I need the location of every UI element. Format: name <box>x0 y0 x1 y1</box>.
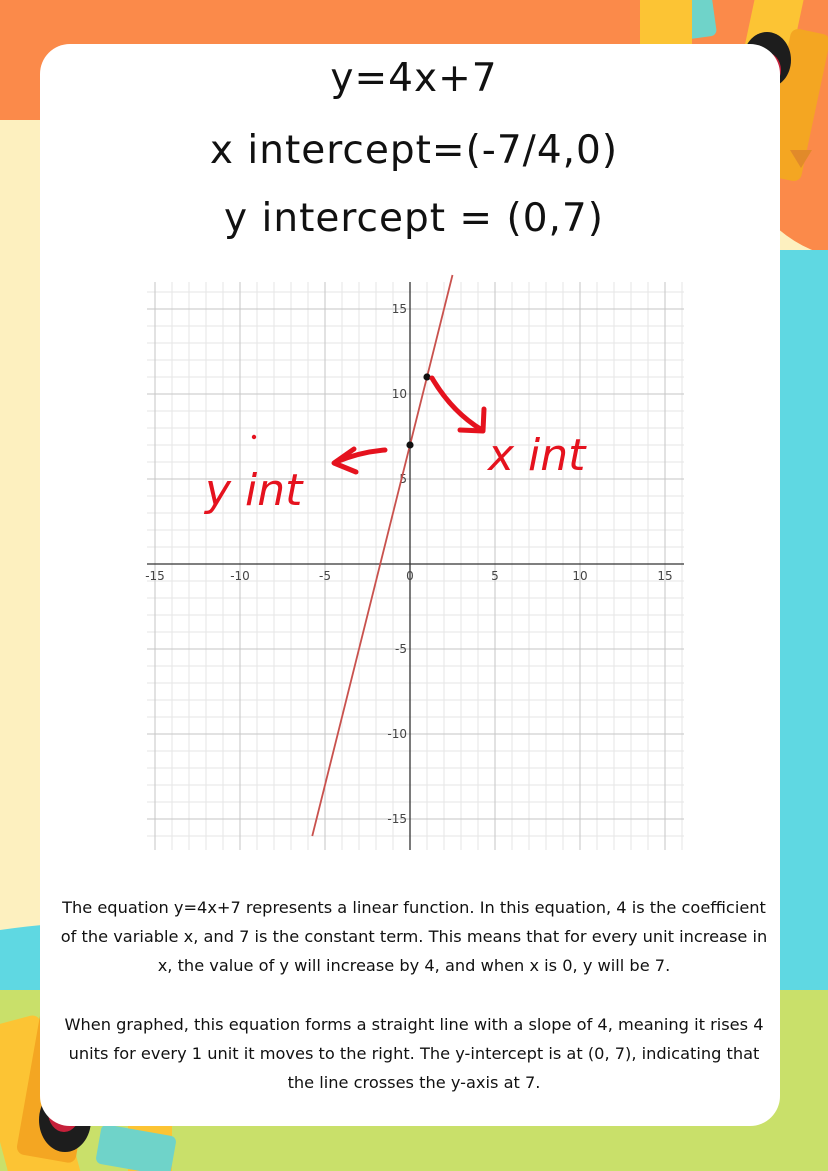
series-line <box>312 275 452 836</box>
y-tick-label: 15 <box>391 302 407 316</box>
paragraph-2-line-1: When graphed, this equation forms a straight line with a slope of 4, meaning it rises 4 <box>64 1015 764 1034</box>
x-int-arrow-shaft <box>432 378 482 430</box>
x-tick-label: 0 <box>406 569 414 583</box>
x-tick-label: -10 <box>230 569 250 583</box>
y-tick-label: 5 <box>399 472 407 486</box>
y-intercept-title: y intercept = (0,7) <box>224 196 604 241</box>
equation-title: y=4x+7 <box>330 56 498 101</box>
data-point <box>423 373 430 380</box>
x-tick-label: 5 <box>491 569 499 583</box>
paragraph-1-line-1: The equation y=4x+7 represents a linear function. In this equation, 4 is the coefficient <box>62 898 766 917</box>
paragraph-2 <box>0 1010 828 1097</box>
paragraph-1-line-3: x, the value of y will increase by 4, and when x is 0, y will be 7. <box>157 956 671 975</box>
x-tick-label: 15 <box>657 569 673 583</box>
data-point <box>406 441 413 448</box>
axes <box>147 282 684 850</box>
y-tick-label: -10 <box>387 727 407 741</box>
x-int-annotation: x int <box>488 430 586 481</box>
grid-major <box>147 282 684 850</box>
x-tick-label: -5 <box>319 569 331 583</box>
paragraph-2-line-3: the line crosses the y-axis at 7. <box>287 1073 541 1092</box>
handwritten-dot <box>252 435 256 439</box>
y-tick-label: 10 <box>391 387 407 401</box>
grid-minor <box>147 282 684 850</box>
paragraph-1 <box>0 893 828 980</box>
x-tick-label: -15 <box>145 569 165 583</box>
y-tick-label: -5 <box>395 642 407 656</box>
series-layer <box>312 275 452 836</box>
x-intercept-title: x intercept=(-7/4,0) <box>209 128 619 173</box>
y-int-annotation: y int <box>205 465 303 516</box>
paragraph-1-line-2: of the variable x, and 7 is the constant term. This means that for every unit increase in <box>60 927 768 946</box>
y-tick-label: -15 <box>387 812 407 826</box>
paragraph-2-line-2: units for every 1 unit it moves to the right. The y-intercept is at (0, 7), indicating that <box>68 1044 760 1063</box>
x-tick-label: 10 <box>572 569 588 583</box>
